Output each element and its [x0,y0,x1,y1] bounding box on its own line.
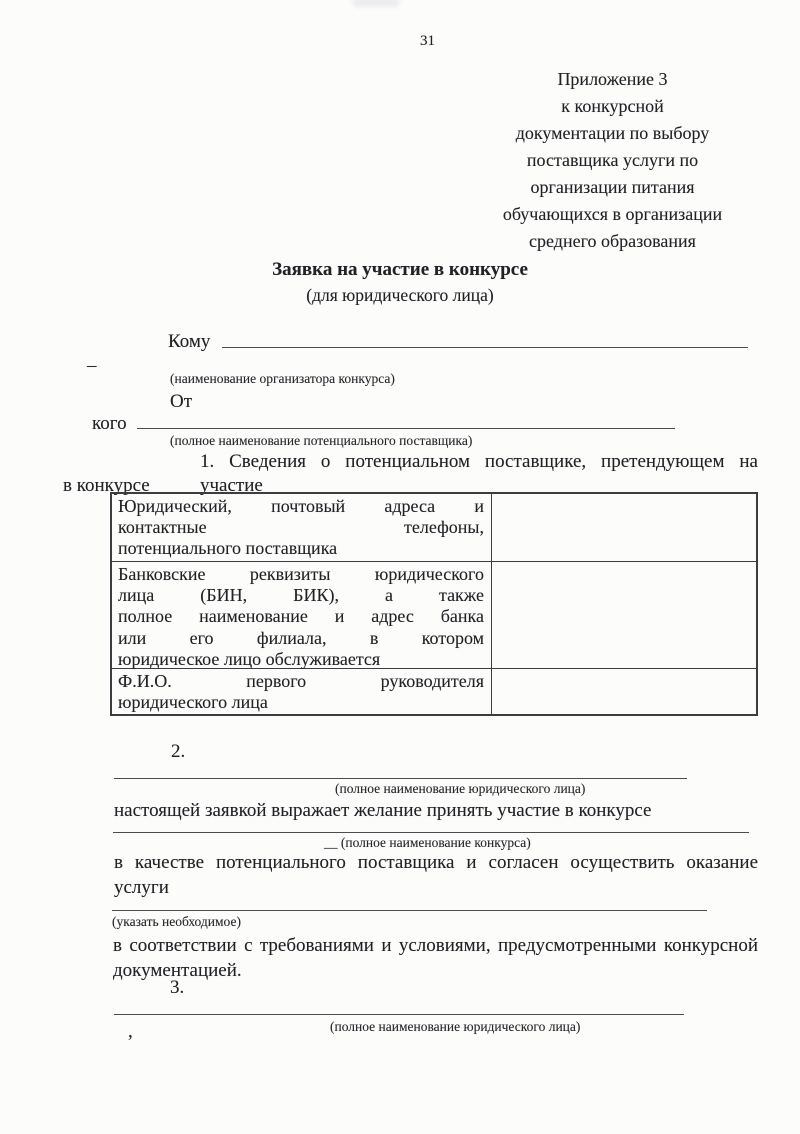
ceo-name-value-cell[interactable] [492,669,756,714]
section2-number: 2. [171,741,186,762]
appendix-line: организации питания [530,177,695,197]
appendix-line: обучающихся в организации [502,204,723,224]
table-row [112,668,756,714]
recipient-dash: – [87,355,97,376]
section3-number: 3. [170,977,185,998]
legal-entity-name-caption-2: (полное наименование юридического лица) [330,1019,581,1034]
service-details-blank-line[interactable] [112,896,707,911]
table-label-line: или его филиала, в котором [118,627,484,648]
recipient-label: Кому [168,331,211,352]
table-label-line: контактные телефоны, [118,517,484,538]
legal-entity-name-blank-line[interactable] [114,764,687,779]
participation-statement: настоящей заявкой выражает желание принять участие в конкурсе [114,800,652,821]
legal-entity-name-blank-line-2[interactable] [114,1000,684,1015]
appendix-line: поставщика услуги по [526,150,699,170]
table-row-label [112,562,492,668]
appendix-line: среднего образования [529,231,696,251]
table-row [112,494,756,561]
compliance-statement-line2: документацией. [113,960,242,981]
section3-comma: , [128,1021,133,1042]
table-label-line: Ф.И.О. первого руководителя [118,671,484,691]
specify-caption: (указать необходимое) [112,914,241,929]
service-statement-line1: в качестве потенциального поставщика и согласен осуществить оказание [114,852,758,873]
form-title: Заявка на участие в конкурсе [272,259,528,280]
form-subtitle: (для юридического лица) [306,285,494,305]
section1-heading-line2: в конкурсе [63,475,150,496]
table-row-label [112,494,492,561]
compliance-statement-line1: в соответствии с требованиями и условиями, предусмотренными конкурсной [113,935,758,956]
appendix-note [470,66,755,255]
supplier-name-caption: (полное наименование потенциального поставщика) [170,433,473,448]
appendix-line: документации по выбору [515,123,710,143]
scan-smudge [352,0,400,7]
sender-label-whom: кого [92,413,127,434]
table-label-line: потенциального поставщика [118,538,338,559]
table-label-line: Юридический, почтовый адреса и [118,496,484,516]
page-number: 31 [420,33,435,49]
table-label-line: юридическое лицо обслуживается [118,648,381,669]
service-statement-line2: услуги [114,877,169,898]
sender-label-from: От [170,391,193,412]
supplier-info-table [110,492,758,716]
supplier-address-value-cell[interactable] [492,494,756,561]
table-label-line: лица (БИН, БИК), а также [118,585,484,606]
table-label-line: юридического лица [118,692,268,713]
table-label-line: полное наименование и адрес банка [118,606,484,627]
organizer-name-caption: (наименование организатора конкурса) [170,371,395,386]
appendix-line: к конкурсной [561,96,664,116]
legal-entity-name-caption: (полное наименование юридического лица) [335,781,586,796]
tender-name-blank-line[interactable] [113,818,749,833]
table-label-line: Банковские реквизиты юридического [118,564,484,584]
table-row [112,561,756,668]
appendix-line: Приложение 3 [557,69,668,89]
tender-name-caption: __ (полное наименование конкурса) [324,835,531,850]
bank-details-value-cell[interactable] [492,562,756,668]
supplier-name-blank-line[interactable] [137,414,675,429]
section1-heading-line1: 1. Сведения о потенциальном поставщике, претендующем на участие [200,451,758,496]
table-row-label [112,669,492,714]
organizer-name-blank-line[interactable] [222,333,748,348]
